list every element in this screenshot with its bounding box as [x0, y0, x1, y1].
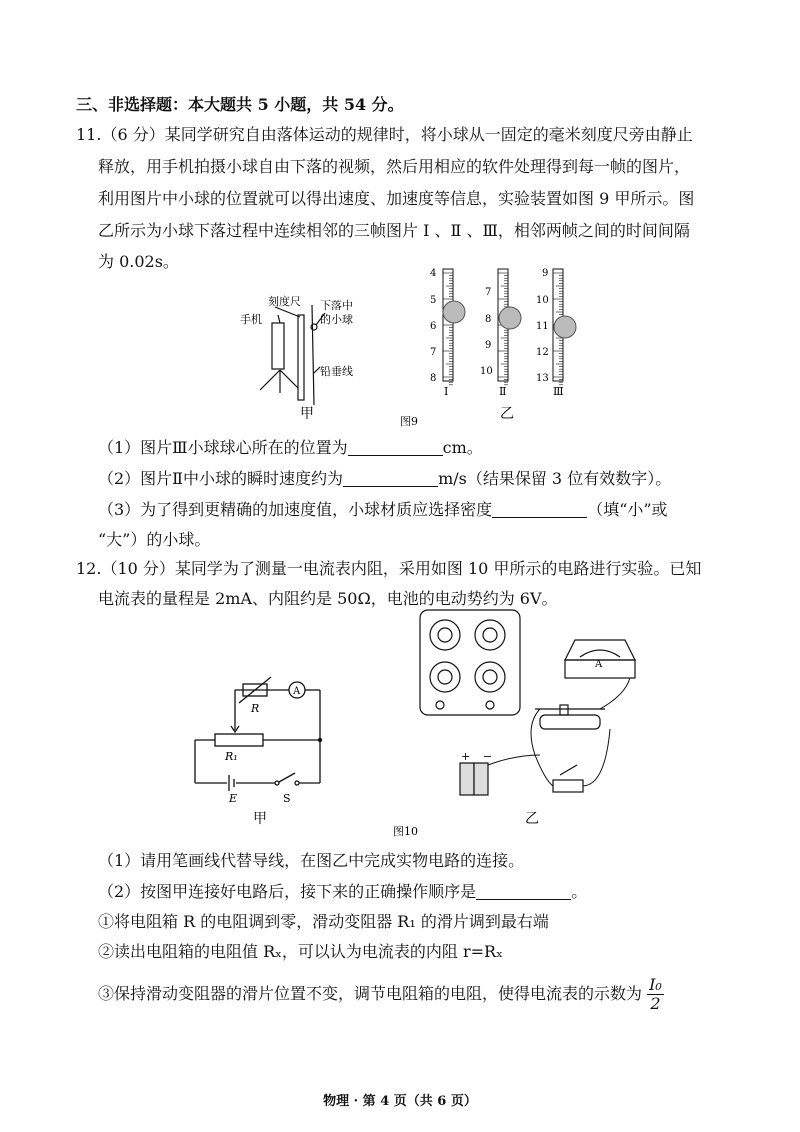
q11-sub1 — [98, 437, 483, 459]
r2-tick-7: 7 — [485, 287, 492, 298]
r3-tick-13: 13 — [536, 373, 549, 384]
q12-sub2-prefix: （2）按图甲连接好电路后，接下来的正确操作顺序是 — [98, 882, 477, 901]
battery-minus: − — [483, 750, 493, 763]
label-ball-2: 的小球 — [320, 313, 353, 326]
r1-tick-6: 6 — [430, 321, 437, 332]
label-R1: R₁ — [225, 750, 238, 763]
q12-step2: ②读出电阻箱的电阻值 Rₓ，可以认为电流表的内阻 r=Rₓ — [98, 942, 503, 961]
label-phone: 手机 — [240, 313, 262, 326]
section-title: 三、非选择题：本大题共 5 小题，共 54 分。 — [76, 95, 404, 114]
q11-line-5: 为 0.02s。 — [98, 252, 179, 271]
fraction-numerator: I₀ — [649, 975, 662, 994]
q11-sub1-prefix: （1）图片Ⅲ小球球心所在的位置为 — [98, 438, 348, 457]
q12-sub2 — [98, 881, 587, 903]
r1-tick-5: 5 — [430, 295, 437, 306]
q11-line-1: 11.（6 分）某同学研究自由落体运动的规律时，将小球从一固定的毫米刻度尺旁由静止 — [76, 125, 693, 144]
figure-9 — [240, 265, 600, 430]
q11-sub2 — [98, 468, 671, 490]
answer-blank-2[interactable] — [343, 468, 438, 487]
r3-tick-12: 12 — [536, 347, 549, 358]
q12-step1: ①将电阻箱 R 的电阻调到零，滑动变阻器 R₁ 的滑片调到最右端 — [98, 912, 549, 931]
answer-blank-3[interactable] — [492, 499, 587, 518]
label-R: R — [251, 702, 260, 715]
q11-line-2: 释放，用手机拍摄小球自由下落的视频，然后用相应的软件处理得到每一帧的图片， — [98, 157, 691, 176]
label-meter: A — [595, 659, 603, 670]
label-plumb: 铅垂线 — [320, 365, 353, 378]
roman-2: Ⅱ — [499, 385, 507, 398]
r3-tick-11: 11 — [536, 321, 549, 332]
caption-fig-10: 图10 — [393, 825, 418, 838]
wires — [488, 678, 630, 786]
label-ball-1: 下落中 — [320, 299, 353, 312]
q11-sub3 — [98, 499, 668, 521]
q11-sub3-prefix: （3）为了得到更精确的加速度值，小球材质应选择密度 — [98, 500, 493, 519]
r1-tick-8: 8 — [430, 373, 437, 384]
q12-line-1: 12.（10 分）某同学为了测量一电流表内阻，采用如图 10 甲所示的电路进行实验。已知 — [76, 559, 702, 578]
q12-sub1: （1）请用笔画线代替导线，在图乙中完成实物电路的连接。 — [98, 851, 525, 870]
q11-sub3-line2: “大”）的小球。 — [98, 530, 211, 549]
q12-line-2: 电流表的量程是 2mA、内阻约是 50Ω，电池的电动势约为 6V。 — [98, 589, 558, 608]
q11-sub2-prefix: （2）图片Ⅱ中小球的瞬时速度约为 — [98, 469, 344, 488]
switch-device — [553, 765, 583, 792]
label-E: E — [229, 792, 238, 805]
figure-10 — [185, 605, 665, 840]
resistance-box — [420, 610, 520, 715]
battery-pack — [460, 763, 488, 795]
r3-tick-10: 10 — [536, 295, 549, 306]
label-ammeter: A — [293, 686, 301, 697]
ruler-frame-3 — [553, 269, 576, 385]
answer-blank-1[interactable] — [348, 437, 443, 456]
label-jia-10: 甲 — [253, 811, 267, 827]
label-jia-9: 甲 — [300, 406, 314, 422]
label-S: S — [283, 792, 291, 805]
tripod-diagram — [260, 305, 325, 405]
fraction-i0-over-2 — [647, 976, 664, 1013]
roman-3: Ⅲ — [553, 385, 564, 398]
page-footer: 物理 · 第 4 页（共 6 页） — [323, 1094, 477, 1109]
q12-sub2-suffix: 。 — [571, 882, 588, 901]
answer-blank-4[interactable] — [476, 881, 571, 900]
rheostat-device — [535, 705, 605, 729]
ruler-frame-1 — [443, 269, 465, 385]
r2-tick-8: 8 — [485, 314, 492, 325]
fraction-denominator: 2 — [650, 994, 661, 1013]
q12-step3-text: ③保持滑动变阻器的滑片位置不变，调节电阻箱的电阻，使得电流表的示数为 — [98, 984, 643, 1003]
label-yi-9: 乙 — [500, 406, 514, 422]
junction-dot — [318, 738, 322, 742]
label-yi-10: 乙 — [525, 811, 539, 827]
q11-sub2-suffix: m/s（结果保留 3 位有效数字）。 — [438, 469, 672, 488]
q11-sub1-suffix: cm。 — [442, 438, 483, 457]
q11-line-3: 利用图片中小球的位置就可以得出速度、加速度等信息，实验装置如图 9 甲所示。图 — [98, 189, 695, 208]
r1-tick-4: 4 — [430, 268, 437, 279]
r2-tick-10: 10 — [480, 366, 493, 377]
circuit-diagram — [195, 677, 320, 791]
q12-step3 — [98, 976, 664, 1013]
r2-tick-9: 9 — [485, 340, 492, 351]
r1-tick-7: 7 — [430, 347, 437, 358]
roman-1: Ⅰ — [444, 385, 449, 398]
q11-line-4: 乙所示为小球下落过程中连续相邻的三帧图片 Ⅰ 、Ⅱ 、Ⅲ，相邻两帧之间的时间间隔 — [98, 221, 690, 240]
caption-fig-9: 图9 — [400, 415, 418, 428]
ruler-frame-2 — [498, 269, 521, 385]
label-ruler: 刻度尺 — [268, 295, 301, 308]
r3-tick-9: 9 — [542, 268, 549, 279]
battery-plus: + — [461, 750, 471, 763]
q11-sub3-suffix: （填“小”或 — [587, 500, 668, 519]
